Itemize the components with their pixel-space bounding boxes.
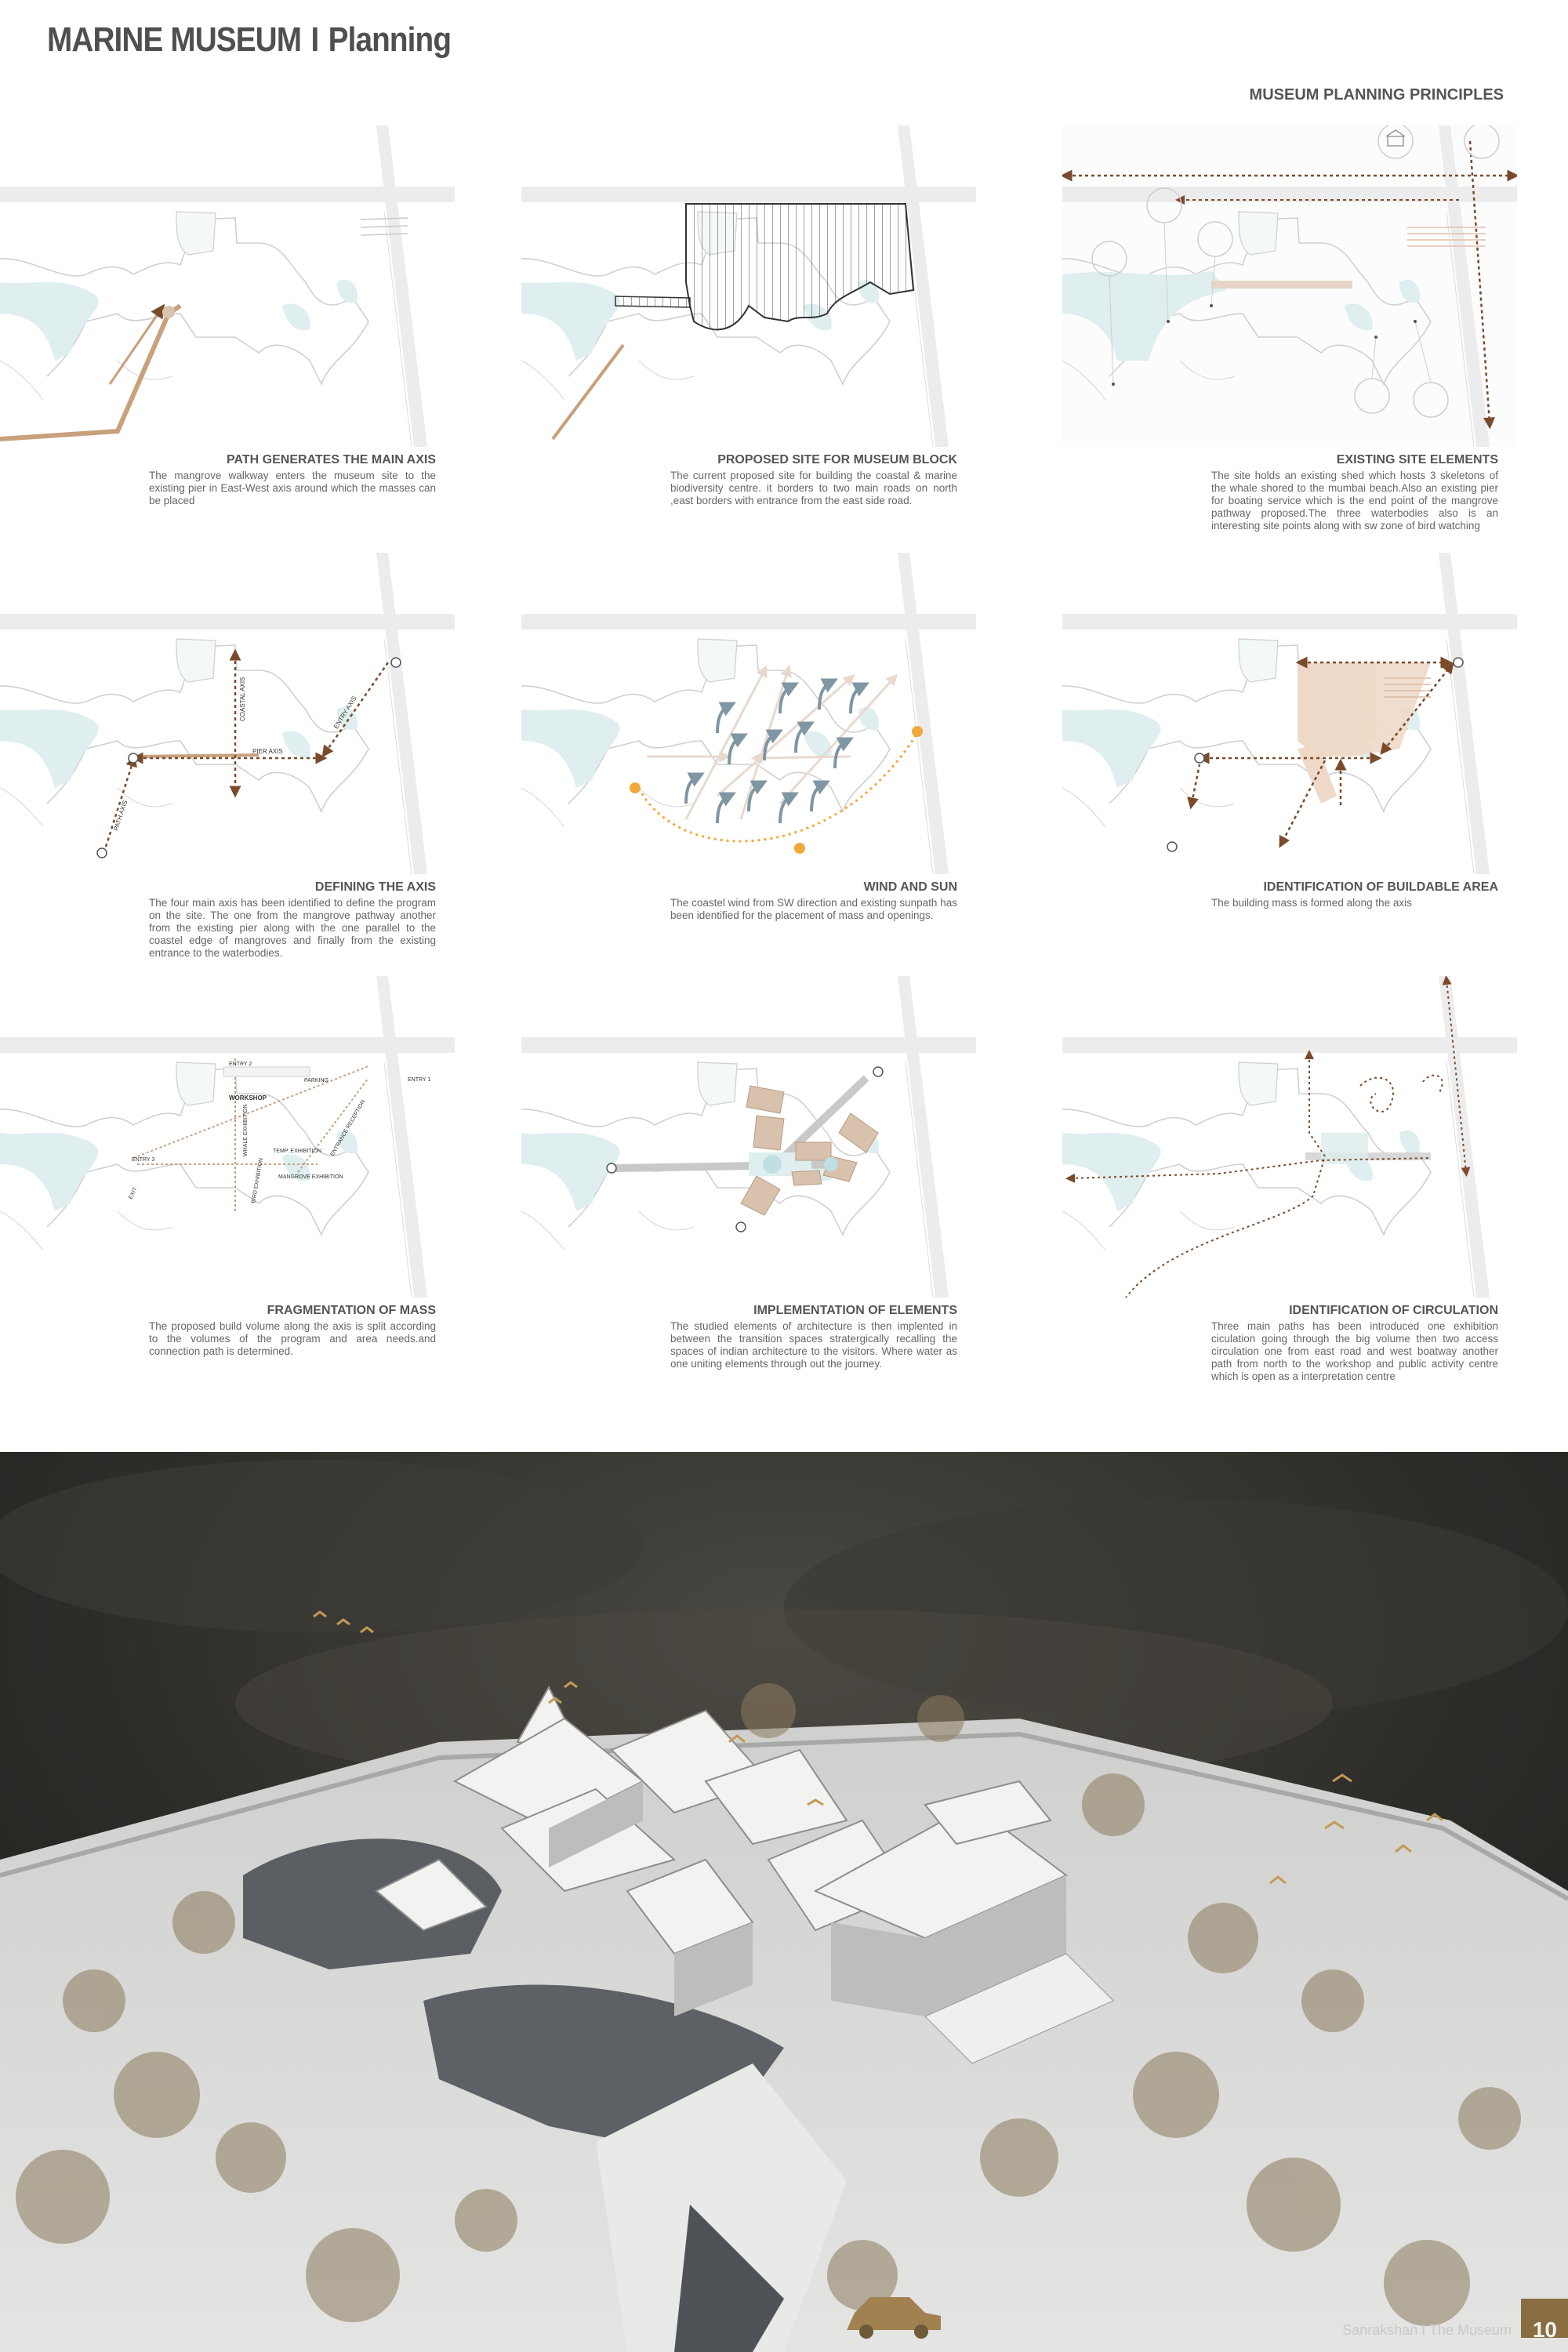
buildable-area-diagram [1062,553,1517,874]
caption-wind-sun [521,880,957,922]
axis-label-entry: ENTRY AXIS [332,695,358,731]
caption-text: The studied elements of architecture is then implented in between the transition spaces stratergically recalling the spaces of indian architecture to the visitors. Where water as one uniting elements through out the journey. [670,1320,957,1370]
page-number: 10 [1532,2318,1557,2342]
label-mangrove: MANGROVE EXHIBITION [278,1174,343,1180]
caption-title: FRAGMENTATION OF MASS [267,1304,436,1317]
label-entrance: ENTRANCE RECEPTION [329,1099,367,1157]
title-separator: I [310,20,319,59]
title-subtitle: Planning [328,20,452,59]
proposed-site-diagram [521,125,976,447]
render-image [0,1452,1568,2352]
label-workshop: WORKSHOP [229,1094,267,1102]
panel-wind-sun [521,553,976,945]
circulation-diagram [1062,976,1517,1298]
axis-label-path: PATH AXIS [112,799,129,832]
caption-text: Three main paths has been introduced one exhibition ciculation going through the big volume then two access circulation one from east road and west boatway another path from north to the workshop and public activity centre which is open as a interpretation centre [1211,1320,1498,1382]
label-entry3: ENTRY 3 [132,1157,155,1163]
label-parking: PARKING [304,1078,328,1083]
panel-circulation [1062,976,1517,1382]
caption-text: The building mass is formed along the axis [1211,897,1412,909]
caption-text: The four main axis has been identified to define the program on the site. The one from the mangrove pathway another from the existing pier along with the one parallel to the coastel edge of mangroves and finally from the existing entrance to the waterbodies. [149,897,436,959]
caption-existing-elements [1062,453,1498,532]
fragmentation-diagram [0,976,455,1298]
axis-label-pier: PIER AXIS [252,748,283,755]
caption-text: The coastel wind from SW direction and existing sunpath has been identified for the placement of mass and openings. [670,897,957,921]
caption-proposed-site [521,453,957,507]
label-exit: EXIT [128,1186,139,1200]
caption-path-axis [0,453,436,507]
wind-sun-diagram [521,553,976,874]
label-bird: BIRD EXHIBITION [251,1157,265,1204]
caption-title: WIND AND SUN [863,880,957,894]
caption-title: IDENTIFICATION OF BUILDABLE AREA [1263,880,1498,894]
caption-implementation [521,1304,957,1370]
panel-defining-axis [0,553,455,959]
label-entry1: ENTRY 1 [408,1077,431,1083]
caption-defining-axis [0,880,436,960]
caption-text: The proposed build volume along the axis is split according to the volumes of the program and area needs.and connection path is determined. [149,1320,436,1357]
title-main: MARINE MUSEUM [47,20,302,59]
caption-title: IDENTIFICATION OF CIRCULATION [1289,1304,1498,1317]
caption-circulation [1062,1304,1498,1383]
panel-implementation [521,976,976,1368]
implementation-diagram [521,976,976,1298]
label-entry2: ENTRY 2 [229,1062,252,1067]
defining-axis-diagram [0,553,455,874]
caption-title: IMPLEMENTATION OF ELEMENTS [753,1304,957,1317]
path-axis-diagram [0,125,455,447]
panel-path-axis [0,125,455,517]
page-title [47,20,451,60]
caption-text: The mangrove walkway enters the museum site to the existing pier in East-West axis around which the masses can be placed [149,470,436,506]
caption-fragmentation [0,1304,436,1358]
axis-label-coastal: COASTAL AXIS [239,677,246,721]
caption-text: The current proposed site for building the coastal & marine biodiversity centre. it borders to two main roads on north ,east borders with entrance from the east side road. [670,470,957,506]
caption-buildable-area [1062,880,1498,909]
caption-title: PATH GENERATES THE MAIN AXIS [227,453,436,466]
caption-title: EXISTING SITE ELEMENTS [1336,453,1498,466]
footer-text: Sanrakshan I The Museum [1342,2322,1512,2338]
existing-elements-diagram [1062,125,1517,447]
label-temp: TEMP. EXHIBITION [273,1149,322,1154]
panel-fragmentation [0,976,455,1368]
caption-text: The site holds an existing shed which hosts 3 skeletons of the whale shored to the mumbai beach.Also an existing pier for boating service which is the end point of the mangrove pathway proposed.The three waterbodies also is an interesting site points along with sw zone of bird watching [1211,470,1498,532]
panel-proposed-site [521,125,976,517]
caption-title: DEFINING THE AXIS [314,880,436,894]
label-whale: WHALE EXHIBITION [243,1104,249,1156]
section-title: MUSEUM PLANNING PRINCIPLES [1249,86,1504,103]
caption-title: PROPOSED SITE FOR MUSEUM BLOCK [717,453,957,466]
panel-buildable-area [1062,553,1517,945]
museum-model-render [0,1452,1568,2352]
panel-existing-elements [1062,125,1517,532]
